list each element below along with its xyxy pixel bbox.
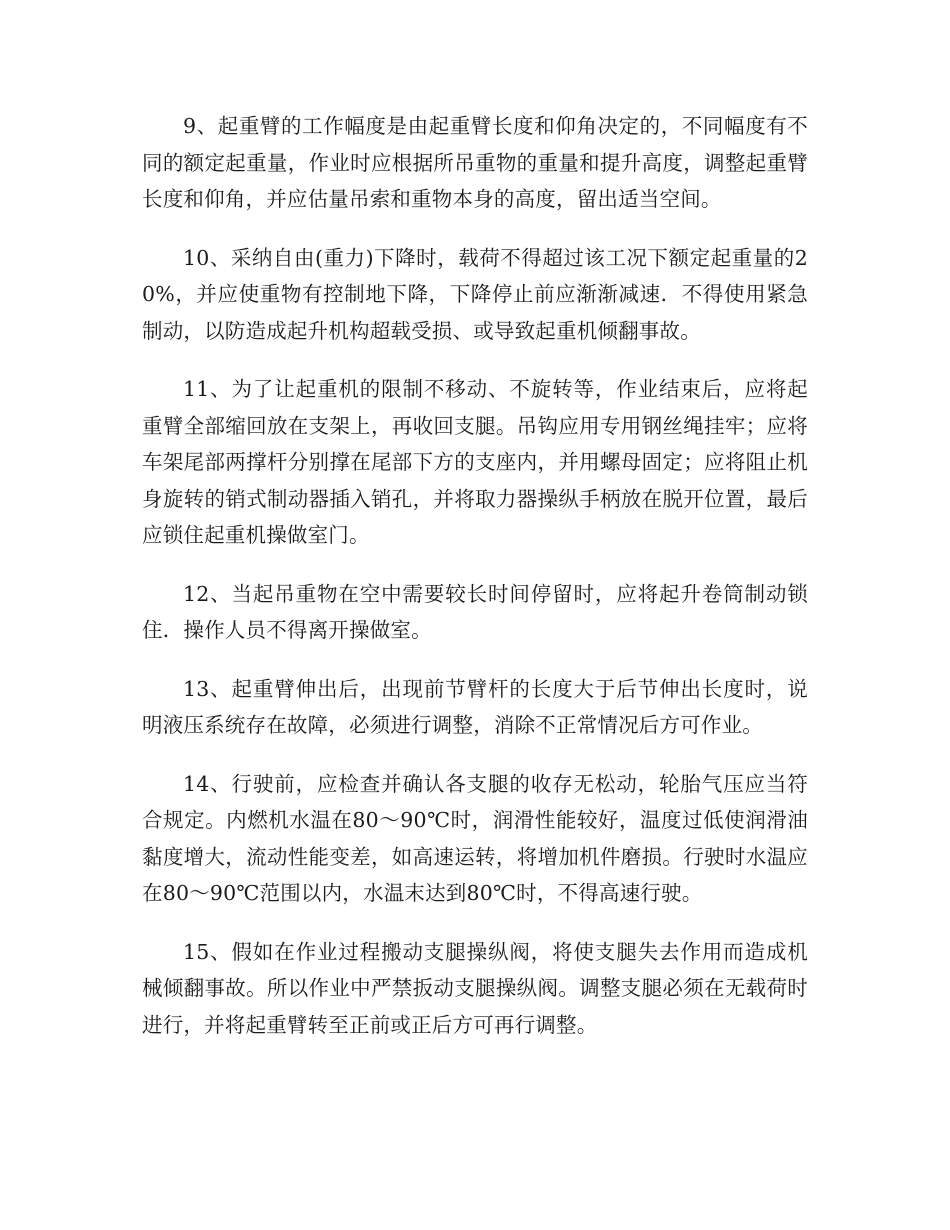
paragraph-item-15: 15、假如在作业过程搬动支腿操纵阀，将使支腿失去作用而造成机械倾翻事故。所以作业中严禁扳动支腿操纵阀。调整支腿必须在无载荷时进行，并将起重臂转至正前或正后方可再行调整。 [142, 939, 808, 1037]
paragraph-item-11: 11、为了让起重机的限制不移动、不旋转等，作业结束后，应将起重臂全部缩回放在支架上，再收回支腿。吊钩应用专用钢丝绳挂牢；应将车架尾部两撑杆分别撑在尾部下方的支座内，并用螺母固定；应将阻止机身旋转的销式制动器插入销孔，并将取力器操纵手柄放在脱开位置，最后应锁住起重机操做室门。 [142, 377, 808, 547]
paragraph-item-9: 9、起重臂的工作幅度是由起重臂长度和仰角决定的，不同幅度有不同的额定起重量，作业时应根据所吊重物的重量和提升高度，调整起重臂长度和仰角，并应估量吊索和重物本身的高度，留出适当空间。 [142, 114, 808, 211]
document-page [142, 108, 808, 1065]
paragraph-item-10: 10、采纳自由(重力)下降时，载荷不得超过该工况下额定起重量的20%，并应使重物有控制地下降，下降停止前应渐渐减速．不得使用紧急制动，以防造成起升机构超载受损、或导致起重机倾翻事故。 [142, 245, 808, 343]
paragraph-item-13: 13、起重臂伸出后，出现前节臂杆的长度大于后节伸出长度时，说明液压系统存在故障，必须进行调整，消除不正常情况后方可作业。 [142, 676, 808, 737]
paragraph-item-12: 12、当起吊重物在空中需要较长时间停留时，应将起升卷筒制动锁住．操作人员不得离开操做室。 [142, 581, 808, 642]
paragraph-item-14: 14、行驶前，应检查并确认各支腿的收存无松动，轮胎气压应当符合规定。内燃机水温在80～90℃时，润滑性能较好，温度过低使润滑油黏度增大，流动性能变差，如高速运转，将增加机件磨损。行驶时水温应在80～90℃范围以内，水温末达到80℃时，不得高速行驶。 [142, 771, 808, 905]
